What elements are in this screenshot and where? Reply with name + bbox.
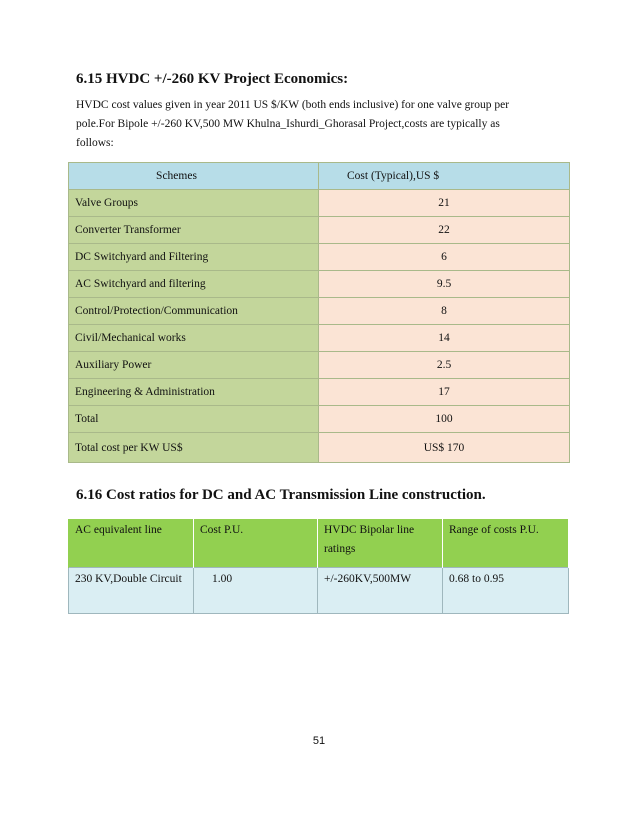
header-cost: Cost (Typical),US $ [319, 163, 570, 190]
table-header-row [69, 519, 569, 568]
cost-ratio-table [68, 519, 569, 614]
cost-cell: 21 [319, 190, 570, 217]
scheme-cell: DC Switchyard and Filtering [69, 244, 319, 271]
scheme-cell: Total cost per KW US$ [69, 433, 319, 463]
scheme-cell: Valve Groups [69, 190, 319, 217]
ac-equivalent-cell: 230 KV,Double Circuit [69, 568, 194, 614]
header-hvdc-bipolar-ratings: HVDC Bipolar line ratings [318, 519, 443, 568]
intro-line: pole.For Bipole +/-260 KV,500 MW Khulna_Ishurdi_Ghorasal Project,costs are typically as [76, 118, 500, 130]
table-row [69, 433, 570, 463]
intro-paragraph [76, 96, 568, 153]
cost-cell: 22 [319, 217, 570, 244]
cost-cell: US$ 170 [319, 433, 570, 463]
scheme-cell: Civil/Mechanical works [69, 325, 319, 352]
scheme-cell: Auxiliary Power [69, 352, 319, 379]
scheme-cell: Control/Protection/Communication [69, 298, 319, 325]
table-row [69, 244, 570, 271]
header-ac-equivalent-line: AC equivalent line [69, 519, 194, 568]
section-heading-cost-ratios: 6.16 Cost ratios for DC and AC Transmission Line construction. [76, 487, 486, 503]
scheme-cell: Engineering & Administration [69, 379, 319, 406]
cost-cell: 8 [319, 298, 570, 325]
cost-pu-cell: 1.00 [194, 568, 318, 614]
table-row [69, 190, 570, 217]
table-row [69, 217, 570, 244]
intro-line: follows: [76, 137, 114, 149]
cost-cell: 2.5 [319, 352, 570, 379]
cost-cell: 14 [319, 325, 570, 352]
table-row [69, 568, 569, 614]
scheme-cell: Converter Transformer [69, 217, 319, 244]
cost-cell: 17 [319, 379, 570, 406]
page-number: 51 [312, 735, 326, 747]
cost-cell: 100 [319, 406, 570, 433]
hvdc-rating-cell: +/-260KV,500MW [318, 568, 443, 614]
header-schemes: Schemes [69, 163, 319, 190]
scheme-cell: AC Switchyard and filtering [69, 271, 319, 298]
header-range-of-costs: Range of costs P.U. [443, 519, 569, 568]
cost-cell: 9.5 [319, 271, 570, 298]
range-cell: 0.68 to 0.95 [443, 568, 569, 614]
table-header-row [69, 163, 570, 190]
table-row [69, 379, 570, 406]
scheme-cell: Total [69, 406, 319, 433]
intro-line: HVDC cost values given in year 2011 US $/KW (both ends inclusive) for one valve group per [76, 99, 510, 111]
table-row [69, 298, 570, 325]
table-row [69, 325, 570, 352]
table-row [69, 271, 570, 298]
table-row [69, 352, 570, 379]
header-cost-pu: Cost P.U. [194, 519, 318, 568]
section-heading-economics: 6.15 HVDC +/-260 KV Project Economics: [76, 71, 349, 87]
cost-cell: 6 [319, 244, 570, 271]
table-row [69, 406, 570, 433]
cost-table [68, 162, 570, 463]
